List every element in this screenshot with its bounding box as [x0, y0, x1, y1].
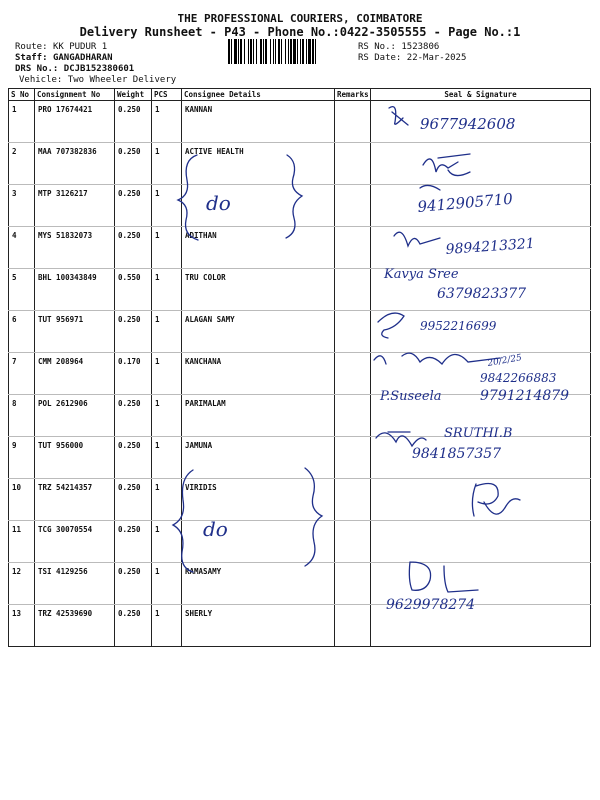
barcode-bar: [281, 39, 282, 64]
remarks-cell: [335, 269, 371, 311]
col-header-sno: S No: [9, 89, 35, 101]
consignee-cell: PARIMALAM: [182, 395, 335, 437]
pcs-cell: 1: [152, 353, 182, 395]
remarks-cell: [335, 311, 371, 353]
consignment-no-cell: TCG 30070554: [35, 521, 115, 563]
weight-cell: 0.170: [115, 353, 152, 395]
barcode-bar: [231, 39, 232, 64]
signature-cell: [371, 311, 591, 353]
vehicle-value: Two Wheeler Delivery: [67, 75, 177, 85]
barcode-bar: [265, 39, 267, 64]
sno-cell: 12: [9, 563, 35, 605]
drs-line: [15, 64, 134, 74]
barcode-bar: [234, 39, 237, 64]
sno-cell: 13: [9, 605, 35, 647]
table-row: [9, 311, 591, 353]
row5-phone: 6379823377: [437, 286, 527, 302]
consignment-no-cell: MYS 51832073: [35, 227, 115, 269]
rs-date-label: RS Date:: [358, 53, 402, 63]
rs-no-label: RS No.:: [358, 42, 396, 52]
signature-cell: [371, 143, 591, 185]
sno-cell: 7: [9, 353, 35, 395]
signature-cell: [371, 437, 591, 479]
route-label: Route:: [15, 42, 48, 52]
remarks-cell: [335, 227, 371, 269]
ditto-mark-2: do: [203, 517, 228, 541]
col-header-signature: Seal & Signature: [371, 89, 591, 101]
weight-cell: 0.250: [115, 395, 152, 437]
consignment-no-cell: MAA 707382836: [35, 143, 115, 185]
weight-cell: 0.250: [115, 101, 152, 143]
barcode-bar: [250, 39, 252, 64]
barcode-bar: [288, 39, 289, 64]
signature-cell: [371, 479, 591, 521]
runsheet-table: [8, 88, 591, 647]
row8-phone: 9791214879: [480, 388, 570, 404]
remarks-cell: [335, 185, 371, 227]
barcode-bar: [253, 39, 254, 64]
table-row: [9, 227, 591, 269]
barcode-bar: [315, 39, 316, 64]
vehicle-label: Vehicle:: [19, 75, 63, 85]
consignment-no-cell: CMM 208964: [35, 353, 115, 395]
rs-date-value: 22-Mar-2025: [406, 53, 467, 63]
remarks-cell: [335, 101, 371, 143]
consignment-no-cell: MTP 3126217: [35, 185, 115, 227]
pcs-cell: 1: [152, 143, 182, 185]
barcode-bar: [238, 39, 239, 64]
col-header-weight: Weight: [115, 89, 152, 101]
sno-cell: 9: [9, 437, 35, 479]
row9-name: SRUTHI.B: [444, 426, 513, 441]
weight-cell: 0.250: [115, 605, 152, 647]
consignment-no-cell: TUT 956971: [35, 311, 115, 353]
signature-cell: [371, 269, 591, 311]
remarks-cell: [335, 479, 371, 521]
pcs-cell: 1: [152, 479, 182, 521]
rs-no-line: [358, 42, 439, 52]
row5-name: Kavya Sree: [384, 267, 459, 282]
barcode-bar: [302, 39, 304, 64]
consignment-no-cell: TRZ 54214357: [35, 479, 115, 521]
row7-phone: 9842266883: [480, 371, 557, 385]
col-header-pcs: PCS: [152, 89, 182, 101]
pcs-cell: 1: [152, 521, 182, 563]
barcode-bar: [248, 39, 249, 64]
sno-cell: 5: [9, 269, 35, 311]
barcode-bar: [278, 39, 280, 64]
barcode-bar: [260, 39, 262, 64]
pcs-cell: 1: [152, 269, 182, 311]
table-row: [9, 563, 591, 605]
sno-cell: 4: [9, 227, 35, 269]
barcode-bar: [240, 39, 242, 64]
consignment-no-cell: PRO 17674421: [35, 101, 115, 143]
table-row: [9, 521, 591, 563]
barcode-bar: [293, 39, 296, 64]
col-header-consignment: Consignment No: [35, 89, 115, 101]
remarks-cell: [335, 143, 371, 185]
signature-cell: [371, 353, 591, 395]
col-header-consignee: Consignee Details: [182, 89, 335, 101]
table-row: [9, 605, 591, 647]
remarks-cell: [335, 353, 371, 395]
consignment-no-cell: BHL 100343849: [35, 269, 115, 311]
drs-label: DRS No.:: [15, 64, 59, 74]
signature-cell: [371, 185, 591, 227]
consignee-cell: TRU COLOR: [182, 269, 335, 311]
weight-cell: 0.250: [115, 437, 152, 479]
consignee-cell: KANCHANA: [182, 353, 335, 395]
weight-cell: 0.250: [115, 311, 152, 353]
barcode-bar: [306, 39, 307, 64]
consignee-cell: [182, 521, 335, 563]
table-row: [9, 269, 591, 311]
staff-label: Staff:: [15, 53, 48, 63]
route-line: [15, 42, 107, 52]
table-row: [9, 353, 591, 395]
consignee-cell: [182, 185, 335, 227]
pcs-cell: 1: [152, 185, 182, 227]
weight-cell: 0.250: [115, 143, 152, 185]
weight-cell: 0.250: [115, 185, 152, 227]
weight-cell: 0.250: [115, 521, 152, 563]
table-row: [9, 101, 591, 143]
rs-date-line: [358, 53, 466, 63]
barcode-bar: [300, 39, 301, 64]
barcode-bar: [297, 39, 298, 64]
row4-phone: 9894213321: [445, 235, 536, 258]
consignee-cell: JAMUNA: [182, 437, 335, 479]
pcs-cell: 1: [152, 227, 182, 269]
consignee-cell: RAMASAMY: [182, 563, 335, 605]
sno-cell: 10: [9, 479, 35, 521]
staff-value: GANGADHARAN: [52, 53, 113, 63]
remarks-cell: [335, 437, 371, 479]
col-header-remarks: Remarks: [335, 89, 371, 101]
consignee-cell: ADITHAN: [182, 227, 335, 269]
weight-cell: 0.550: [115, 269, 152, 311]
signature-cell: [371, 227, 591, 269]
row6-phone: 9952216699: [420, 319, 497, 333]
consignment-no-cell: TUT 956000: [35, 437, 115, 479]
barcode-bar: [263, 39, 264, 64]
table-row: [9, 437, 591, 479]
consignment-no-cell: TSI 4129256: [35, 563, 115, 605]
row8-name: P.Suseela: [380, 389, 442, 404]
signature-cell: [371, 101, 591, 143]
signature-cell: [371, 605, 591, 647]
remarks-cell: [335, 521, 371, 563]
barcode-bar: [285, 39, 286, 64]
barcode-bar: [312, 39, 314, 64]
pcs-cell: 1: [152, 101, 182, 143]
barcode-bar: [228, 39, 230, 64]
sno-cell: 6: [9, 311, 35, 353]
barcode-bar: [275, 39, 276, 64]
sno-cell: 3: [9, 185, 35, 227]
table-row: [9, 185, 591, 227]
row3-phone: 9412905710: [416, 189, 514, 216]
rs-no-value: 1523806: [401, 42, 440, 52]
staff-line: [15, 53, 113, 63]
pcs-cell: 1: [152, 311, 182, 353]
remarks-cell: [335, 605, 371, 647]
pcs-cell: 1: [152, 395, 182, 437]
consignee-cell: KANNAN: [182, 101, 335, 143]
pcs-cell: 1: [152, 605, 182, 647]
pcs-cell: 1: [152, 563, 182, 605]
route-value: KK PUDUR 1: [52, 42, 108, 52]
runsheet-subtitle: Delivery Runsheet - P43 - Phone No.:0422-3505555 - Page No.:1: [79, 25, 521, 39]
company-title: THE PROFESSIONAL COURIERS, COIMBATORE: [177, 12, 423, 25]
remarks-cell: [335, 395, 371, 437]
sno-cell: 1: [9, 101, 35, 143]
ditto-mark-1: do: [206, 191, 231, 215]
vehicle-line: [19, 75, 176, 85]
barcode-bar: [308, 39, 311, 64]
signature-cell: [371, 521, 591, 563]
barcode-bar: [244, 39, 245, 64]
weight-cell: 0.250: [115, 479, 152, 521]
barcode-bar: [290, 39, 292, 64]
sno-cell: 8: [9, 395, 35, 437]
signature-cell: [371, 563, 591, 605]
sno-cell: 2: [9, 143, 35, 185]
row9-phone: 9841857357: [412, 446, 502, 462]
consignee-cell: ALAGAN SAMY: [182, 311, 335, 353]
row7-date: 20/2/25: [486, 353, 523, 369]
consignment-no-cell: TRZ 42539690: [35, 605, 115, 647]
barcode-bar: [273, 39, 274, 64]
consignment-no-cell: POL 2612906: [35, 395, 115, 437]
table-row: [9, 395, 591, 437]
barcode-bar: [270, 39, 271, 64]
weight-cell: 0.250: [115, 227, 152, 269]
sno-cell: 11: [9, 521, 35, 563]
consignee-cell: SHERLY: [182, 605, 335, 647]
barcode-image: [228, 39, 354, 64]
consignee-cell: VIRIDIS: [182, 479, 335, 521]
table-row: [9, 479, 591, 521]
signature-cell: [371, 395, 591, 437]
table-header-row: [9, 89, 591, 101]
row13-phone: 9629978274: [386, 597, 476, 613]
weight-cell: 0.250: [115, 563, 152, 605]
drs-value: DCJB152380601: [63, 64, 135, 74]
remarks-cell: [335, 563, 371, 605]
row1-phone: 9677942608: [420, 115, 516, 133]
table-row: [9, 143, 591, 185]
pcs-cell: 1: [152, 437, 182, 479]
consignee-cell: ACTIVE HEALTH: [182, 143, 335, 185]
barcode-bar: [256, 39, 257, 64]
